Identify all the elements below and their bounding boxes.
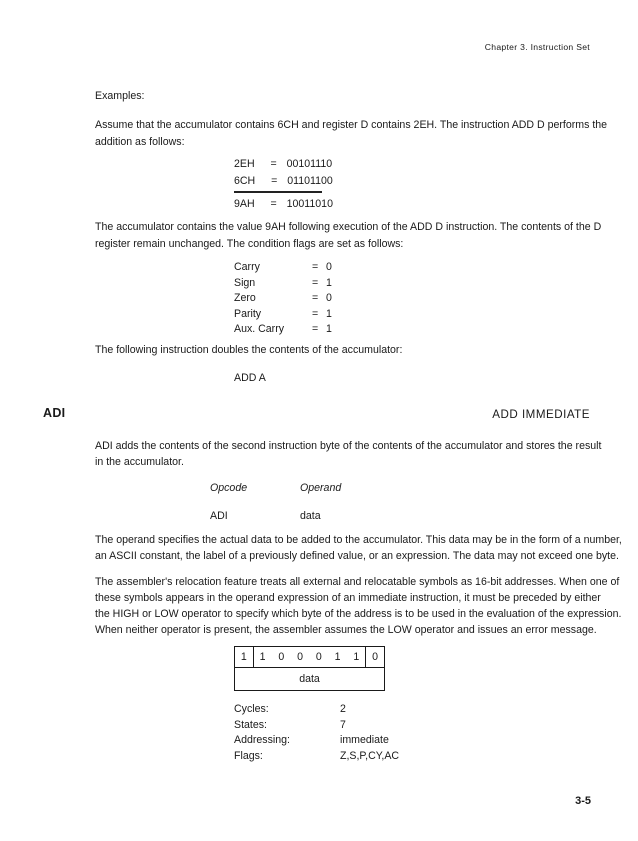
- opcode-bit: 1: [240, 651, 247, 663]
- format-opcode-header: Opcode: [210, 482, 248, 494]
- flag-value: 1: [326, 307, 332, 320]
- eq-op: =: [270, 197, 277, 210]
- examples-heading: Examples:: [95, 90, 145, 102]
- flag-row: [234, 322, 332, 338]
- eq-right: 00101110: [286, 158, 333, 170]
- eq-op: =: [270, 158, 277, 170]
- flag-row: [234, 260, 332, 276]
- opcode-bit: 1: [334, 651, 341, 663]
- opcode-bit: 1: [353, 651, 360, 663]
- format-operand-header: Operand: [300, 482, 342, 494]
- adi-desc-line-2: in the accumulator.: [95, 456, 184, 468]
- sum-rule: [234, 191, 322, 193]
- flag-op: =: [312, 276, 319, 289]
- equation-row: [234, 173, 333, 190]
- flag-row: [234, 276, 332, 292]
- timing-value: Z,S,P,CY,AC: [340, 749, 400, 762]
- opcode-bits: [235, 647, 384, 668]
- flag-name: Aux. Carry: [234, 323, 285, 336]
- doubles-text: The following instruction doubles the contents of the accumulator:: [95, 344, 403, 356]
- format-opcode: ADI: [210, 510, 228, 522]
- timing-row: [234, 718, 399, 734]
- flag-name: Sign: [234, 276, 256, 289]
- flag-value: 1: [326, 323, 332, 336]
- flag-op: =: [312, 292, 319, 305]
- data-byte-cell: data: [299, 673, 320, 685]
- timing-value: 7: [340, 718, 346, 731]
- flag-name: Carry: [234, 261, 260, 273]
- flag-name: Zero: [234, 292, 256, 305]
- reloc-para-line-4: When neither operator is present, the assembler assumes the LOW operator and issues an error message.: [95, 624, 597, 636]
- instruction-encoding: [234, 646, 385, 691]
- eq-left: 9AH: [234, 197, 255, 210]
- timing-label: Cycles:: [234, 703, 269, 715]
- flag-op: =: [312, 261, 319, 273]
- eq-left: 2EH: [234, 158, 255, 170]
- equation-row: [234, 156, 333, 173]
- opcode-bit: 0: [278, 651, 285, 663]
- opcode-bit: 0: [365, 647, 384, 667]
- flag-op: =: [312, 307, 319, 320]
- doubles-code: ADD A: [234, 372, 266, 384]
- flag-value: 0: [326, 261, 332, 273]
- timing-row: [234, 749, 399, 765]
- eq-right: 01101100: [287, 175, 333, 187]
- timing-value: immediate: [340, 734, 389, 747]
- timing-label: Addressing:: [234, 734, 290, 747]
- timing-label: States:: [234, 718, 267, 731]
- timing-label: Flags:: [234, 749, 263, 762]
- reloc-para-line-2: these symbols appears in the operand expression of an immediate instruction, it must be preceded by either: [95, 592, 601, 604]
- timing-value: 2: [340, 703, 346, 715]
- chapter-header: Chapter 3. Instruction Set: [484, 42, 590, 52]
- eq-op: =: [271, 175, 278, 187]
- opcode-bit: 0: [315, 651, 322, 663]
- page-number: 3-5: [575, 795, 591, 807]
- reloc-para-line-3: the HIGH or LOW operator to specify which byte of the address is to be used in the evaluation of the expression.: [95, 608, 622, 620]
- result-line-1: The accumulator contains the value 9AH following execution of the ADD D instruction. The contents of the D: [95, 221, 602, 233]
- result-line-2: register remain unchanged. The condition flags are set as follows:: [95, 238, 404, 250]
- flags-table: [234, 260, 332, 338]
- timing-table: [234, 702, 399, 764]
- intro-line-1: Assume that the accumulator contains 6CH and register D contains 2EH. The instruction ADD D performs the: [95, 119, 608, 131]
- operand-para-line-1: The operand specifies the actual data to be added to the accumulator. This data may be in the form of a number,: [95, 534, 622, 546]
- instruction-title: ADD IMMEDIATE: [492, 408, 590, 421]
- flag-row: [234, 291, 332, 307]
- opcode-bit: 0: [297, 651, 304, 663]
- format-operand: data: [300, 510, 321, 522]
- flag-value: 1: [326, 276, 332, 289]
- timing-row: [234, 733, 399, 749]
- opcode-bit: 1: [253, 647, 272, 667]
- eq-right: 10011010: [286, 197, 333, 210]
- flag-value: 0: [326, 292, 332, 305]
- equation-row: [234, 196, 333, 213]
- flag-name: Parity: [234, 307, 262, 320]
- flag-op: =: [312, 323, 319, 336]
- flag-row: [234, 307, 332, 323]
- timing-row: [234, 702, 399, 718]
- instruction-mnemonic: ADI: [43, 406, 66, 420]
- intro-line-2: addition as follows:: [95, 136, 185, 148]
- eq-left: 6CH: [234, 175, 256, 187]
- adi-desc-line-1: ADI adds the contents of the second instruction byte of the contents of the accumulator and stores the result: [95, 440, 602, 452]
- operand-para-line-2: an ASCII constant, the label of a previously defined value, or an expression. The data may not exceed one byte.: [95, 550, 619, 562]
- addition-block: [234, 156, 333, 213]
- reloc-para-line-1: The assembler's relocation feature treats all external and relocatable symbols as 16-bit addresses. When one of: [95, 576, 620, 588]
